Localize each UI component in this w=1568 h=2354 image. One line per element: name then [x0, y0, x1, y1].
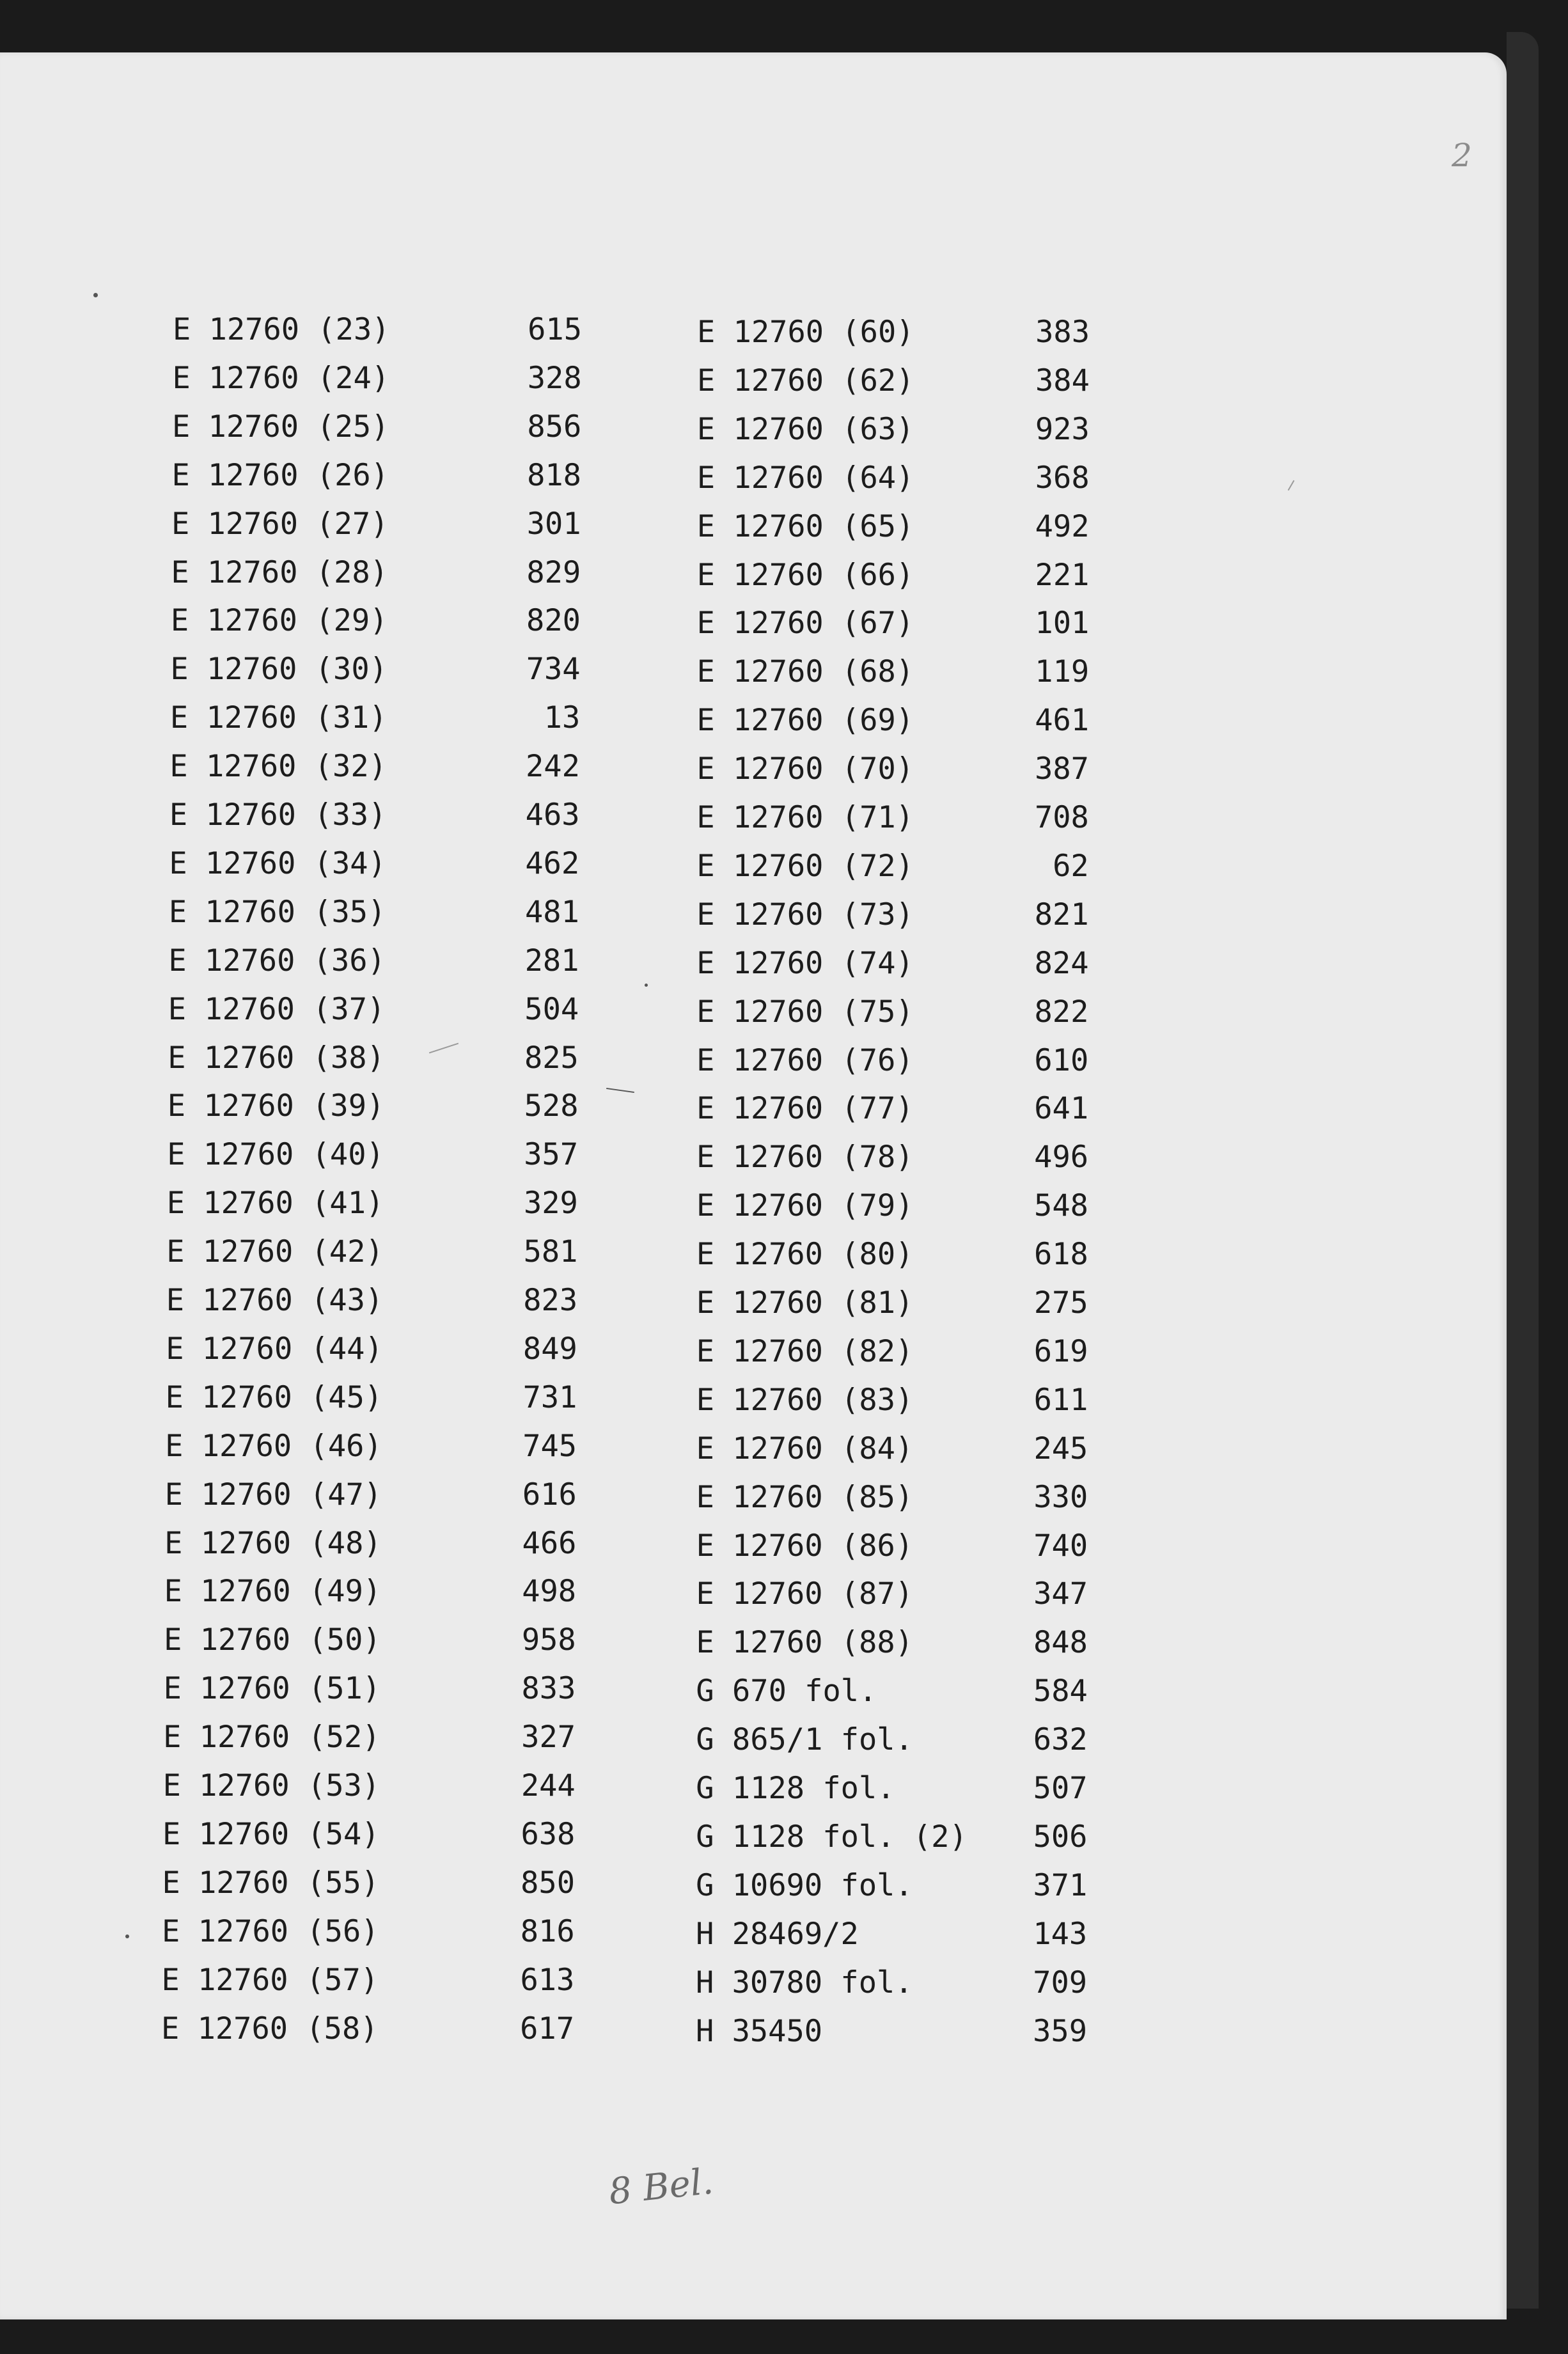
right-column-num-cell: 492: [1035, 508, 1090, 544]
right-column-ref-cell: E 12760 (79): [696, 1188, 914, 1224]
right-column-ref-cell: E 12760 (75): [696, 994, 914, 1030]
right-column-ref-cell: E 12760 (77): [696, 1091, 914, 1127]
left-column-num-cell: 462: [525, 845, 580, 881]
left-column-num-cell: 731: [522, 1379, 577, 1415]
left-column-num-cell: 13: [544, 700, 581, 736]
stray-mark: [606, 1088, 634, 1093]
left-column-num-cell: 281: [524, 943, 579, 978]
right-column-num-cell: 371: [1033, 1867, 1088, 1903]
left-column-num-cell: 958: [521, 1622, 576, 1658]
left-column-ref-cell: E 12760 (56): [162, 1913, 379, 1949]
left-column-ref-cell: E 12760 (52): [163, 1720, 380, 1755]
right-column-ref-cell: E 12760 (69): [696, 703, 914, 739]
right-column-ref-cell: E 12760 (60): [697, 315, 914, 350]
right-column-ref-cell: E 12760 (84): [696, 1431, 914, 1466]
right-column-ref-cell: E 12760 (66): [696, 557, 914, 593]
left-column-ref-cell: E 12760 (32): [169, 749, 387, 785]
right-column-ref-cell: E 12760 (81): [696, 1285, 914, 1321]
right-column-num-cell: 740: [1033, 1528, 1088, 1564]
right-column-ref-cell: G 10690 fol.: [696, 1867, 913, 1903]
left-column-ref-cell: E 12760 (58): [161, 2011, 379, 2046]
left-column-num-cell: 581: [523, 1234, 578, 1270]
left-column-ref-cell: E 12760 (47): [164, 1477, 382, 1512]
left-column-num-cell: 463: [525, 797, 580, 833]
left-column-num-cell: 528: [524, 1088, 579, 1124]
right-column-num-cell: 506: [1033, 1819, 1088, 1855]
left-column-ref-cell: E 12760 (36): [168, 943, 386, 978]
right-column-num-cell: 275: [1033, 1285, 1088, 1321]
right-column-num-cell: 584: [1033, 1674, 1088, 1709]
right-column-ref-cell: E 12760 (74): [696, 945, 914, 981]
left-column-ref-cell: E 12760 (51): [163, 1671, 381, 1707]
right-column-num-cell: 709: [1033, 1965, 1088, 2000]
right-column-ref-cell: H 28469/2: [696, 1916, 859, 1952]
right-column-ref-cell: E 12760 (87): [696, 1576, 914, 1612]
left-column-ref-cell: E 12760 (33): [169, 797, 387, 833]
right-column-ref-cell: E 12760 (70): [696, 751, 914, 787]
right-column-num-cell: 62: [1053, 848, 1089, 884]
left-column-ref-cell: E 12760 (46): [165, 1428, 382, 1464]
scan-speck: [93, 293, 98, 297]
right-column-num-cell: 101: [1035, 606, 1090, 641]
right-column-num-cell: 619: [1033, 1333, 1088, 1369]
left-column-num-cell: 613: [520, 1962, 575, 1998]
right-column-ref-cell: E 12760 (88): [696, 1625, 914, 1661]
corner-pencil-mark: 2: [1452, 137, 1472, 174]
left-column-ref-cell: E 12760 (28): [171, 554, 388, 590]
pencil-note: 8 Bel.: [607, 2160, 716, 2213]
right-column-num-cell: 507: [1033, 1771, 1088, 1806]
right-column-ref-cell: E 12760 (68): [696, 654, 914, 690]
right-column-num-cell: 387: [1035, 751, 1089, 787]
left-column-ref-cell: E 12760 (31): [169, 700, 388, 736]
right-column-ref-cell: E 12760 (63): [696, 411, 914, 447]
right-column-ref-cell: G 865/1 fol.: [696, 1722, 913, 1758]
right-column-ref-cell: E 12760 (85): [696, 1479, 914, 1515]
left-column-ref-cell: E 12760 (24): [172, 360, 390, 396]
board-edge: [1507, 32, 1539, 2309]
left-column-num-cell: 829: [526, 554, 581, 590]
left-column-ref-cell: E 12760 (39): [167, 1088, 385, 1124]
right-column-num-cell: 641: [1034, 1091, 1089, 1127]
right-column-num-cell: 368: [1035, 460, 1090, 496]
right-column-num-cell: 119: [1035, 654, 1090, 690]
right-column-ref-cell: E 12760 (72): [696, 848, 914, 884]
right-column-ref-cell: G 1128 fol. (2): [696, 1819, 968, 1855]
left-column-num-cell: 820: [526, 603, 581, 639]
right-column-ref-cell: E 12760 (64): [696, 460, 914, 496]
right-column-num-cell: 496: [1034, 1140, 1089, 1175]
left-column-ref-cell: E 12760 (41): [166, 1186, 384, 1221]
left-column-ref-cell: E 12760 (53): [162, 1768, 380, 1803]
right-column-num-cell: 143: [1033, 1916, 1088, 1952]
left-column-ref-cell: E 12760 (55): [162, 1865, 380, 1901]
right-column-ref-cell: E 12760 (62): [696, 363, 914, 398]
right-column-num-cell: 221: [1035, 557, 1090, 593]
right-column-ref-cell: E 12760 (80): [696, 1237, 914, 1273]
right-column-num-cell: 848: [1033, 1625, 1088, 1661]
left-column-num-cell: 616: [522, 1477, 577, 1512]
right-column-num-cell: 245: [1033, 1431, 1088, 1466]
left-column-ref-cell: E 12760 (29): [170, 603, 388, 639]
left-column-ref-cell: E 12760 (40): [167, 1137, 384, 1173]
right-column-ref-cell: H 35450: [696, 2013, 823, 2049]
left-column-ref-cell: E 12760 (42): [166, 1234, 384, 1270]
scan-speck: [645, 984, 648, 987]
left-column-ref-cell: E 12760 (43): [166, 1283, 384, 1318]
scan-speck: [125, 1934, 129, 1938]
left-column-num-cell: 849: [522, 1331, 577, 1367]
left-column-num-cell: 856: [527, 409, 582, 444]
left-column-num-cell: 498: [522, 1574, 577, 1610]
right-column-ref-cell: G 1128 fol.: [696, 1771, 895, 1806]
left-column-ref-cell: E 12760 (34): [169, 845, 386, 881]
left-column-num-cell: 301: [526, 506, 581, 542]
left-column-ref-cell: E 12760 (25): [171, 409, 389, 444]
left-column-ref-cell: E 12760 (49): [164, 1574, 382, 1610]
right-column-num-cell: 347: [1033, 1576, 1088, 1612]
left-column-num-cell: 734: [526, 652, 581, 687]
right-column-ref-cell: E 12760 (76): [696, 1042, 914, 1078]
right-column-ref-cell: H 30780 fol.: [696, 1965, 913, 2000]
left-column-ref-cell: E 12760 (37): [168, 991, 386, 1027]
right-column-ref-cell: E 12760 (71): [696, 800, 914, 835]
left-column-ref-cell: E 12760 (50): [164, 1622, 381, 1658]
right-column-num-cell: 632: [1033, 1722, 1088, 1758]
left-column-num-cell: 823: [523, 1283, 578, 1318]
right-column-num-cell: 611: [1033, 1382, 1088, 1418]
right-column-num-cell: 923: [1035, 411, 1090, 447]
right-column-num-cell: 383: [1035, 315, 1090, 350]
left-column-ref-cell: E 12760 (35): [168, 894, 386, 930]
right-column-num-cell: 824: [1034, 945, 1089, 981]
right-column-num-cell: 384: [1035, 363, 1090, 398]
right-column-ref-cell: E 12760 (83): [696, 1382, 914, 1418]
left-column-num-cell: 818: [527, 457, 581, 493]
left-column-num-cell: 242: [526, 749, 580, 785]
left-column-num-cell: 481: [524, 894, 579, 930]
right-column-ref-cell: E 12760 (65): [696, 508, 914, 544]
left-column-num-cell: 357: [524, 1137, 579, 1173]
right-column-ref-cell: E 12760 (67): [696, 606, 914, 641]
left-column-ref-cell: E 12760 (27): [171, 506, 389, 542]
right-column-num-cell: 821: [1034, 897, 1089, 932]
right-column-ref-cell: E 12760 (73): [696, 897, 914, 932]
left-column-ref-cell: E 12760 (23): [173, 312, 390, 347]
right-column-num-cell: 330: [1033, 1479, 1088, 1515]
left-column-num-cell: 615: [528, 312, 582, 347]
left-column-ref-cell: E 12760 (44): [166, 1331, 383, 1367]
right-column-num-cell: 610: [1034, 1042, 1089, 1078]
left-column-ref-cell: E 12760 (26): [171, 457, 389, 493]
right-column-num-cell: 822: [1034, 994, 1089, 1030]
left-column-num-cell: 833: [521, 1671, 576, 1707]
right-column-num-cell: 618: [1033, 1237, 1088, 1273]
right-column-ref-cell: E 12760 (82): [696, 1333, 914, 1369]
left-column-ref-cell: E 12760 (54): [162, 1816, 380, 1852]
right-column-num-cell: 359: [1033, 2013, 1087, 2049]
left-column-num-cell: 329: [523, 1186, 578, 1221]
left-column-num-cell: 745: [522, 1428, 577, 1464]
paper-sheet: [0, 52, 1507, 2319]
left-column-ref-cell: E 12760 (45): [165, 1379, 383, 1415]
left-column-num-cell: 850: [521, 1865, 576, 1901]
left-column-num-cell: 638: [521, 1816, 576, 1852]
left-column-num-cell: 617: [520, 2011, 574, 2046]
right-column-num-cell: 548: [1034, 1188, 1088, 1224]
left-column-num-cell: 244: [521, 1768, 576, 1803]
right-column-ref-cell: E 12760 (86): [696, 1528, 914, 1564]
right-column-num-cell: 461: [1035, 703, 1090, 739]
left-column-num-cell: 327: [521, 1720, 576, 1755]
right-column-ref-cell: E 12760 (78): [696, 1140, 914, 1175]
left-column-ref-cell: E 12760 (38): [168, 1040, 385, 1076]
left-column-num-cell: 328: [527, 360, 582, 396]
right-column-ref-cell: G 670 fol.: [696, 1674, 877, 1709]
left-column-num-cell: 504: [524, 991, 579, 1027]
right-column-num-cell: 708: [1034, 800, 1089, 835]
left-column-ref-cell: E 12760 (30): [170, 652, 388, 687]
stray-mark: [1288, 480, 1295, 491]
left-column-ref-cell: E 12760 (57): [161, 1962, 379, 1998]
left-column-ref-cell: E 12760 (48): [164, 1525, 382, 1561]
left-column-num-cell: 825: [524, 1040, 579, 1076]
left-column-num-cell: 466: [522, 1525, 577, 1561]
left-column-num-cell: 816: [520, 1913, 575, 1949]
